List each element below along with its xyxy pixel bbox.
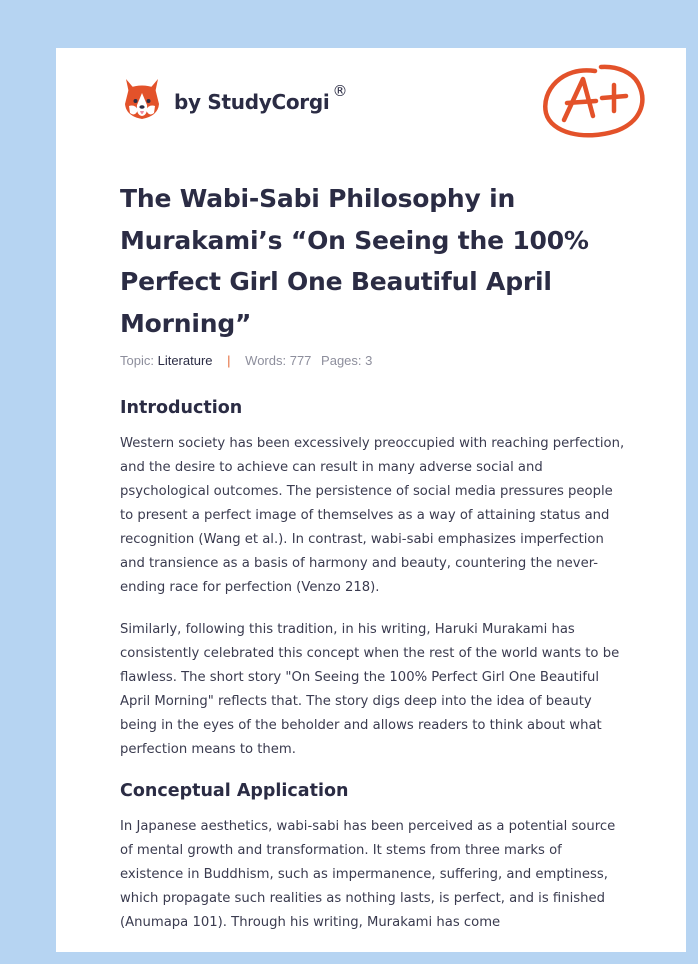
a-plus-grade-icon [538, 58, 650, 140]
topic-label: Topic: [120, 353, 154, 368]
document-page [56, 48, 686, 952]
pages-label: Pages: [321, 353, 362, 368]
corgi-icon [122, 76, 162, 122]
article-body [120, 396, 626, 935]
paragraph: Western society has been excessively preoccupied with reaching perfection, and the desire to achieve can result in many adverse social and psychological outcomes. The persistence of social media pressures people to present a perfect image of themselves as a way of attaining status and recognition (Wang et al.). In contrast, wabi-sabi emphasizes imperfection and transience as a basis of harmony and beauty, countering the never-ending race for perfection (Venzo 218). [120, 436, 625, 595]
meta-separator: | [227, 353, 231, 368]
section-heading-conceptual-application: Conceptual Application [120, 781, 349, 801]
pages-count: 3 [365, 353, 373, 368]
topic-link[interactable]: Literature [157, 353, 213, 368]
logo-text: by StudyCorgi [174, 90, 330, 114]
paragraph: In Japanese aesthetics, wabi-sabi has been perceived as a potential source of mental growth and transformation. It stems from three marks of existence in Buddhism, such as impermanence, suffering, and emptiness, which propagate such realities as nothing lasts, is perfect, and is finished (Anumapa 101). Through his writing, Murakami has come [120, 819, 616, 930]
studycorgi-logo[interactable] [122, 76, 347, 122]
registered-mark: ® [332, 82, 348, 100]
words-count: 777 [289, 353, 312, 368]
words-label: Words: [245, 353, 287, 368]
paragraph: Similarly, following this tradition, in his writing, Haruki Murakami has consistently celebrated this concept when the rest of the world wants to be flawless. The short story "On Seeing the 100% Perfect Girl One Beautiful April Morning" reflects that. The story digs deep into the idea of beauty being in the eyes of the beholder and allows readers to think about what perfection means to them. [120, 622, 620, 757]
section-heading-introduction: Introduction [120, 398, 243, 418]
article-meta [120, 353, 372, 368]
article-title: The Wabi-Sabi Philosophy in Murakami’s “On Seeing the 100% Perfect Girl One Beautiful April Morning” [120, 184, 589, 338]
